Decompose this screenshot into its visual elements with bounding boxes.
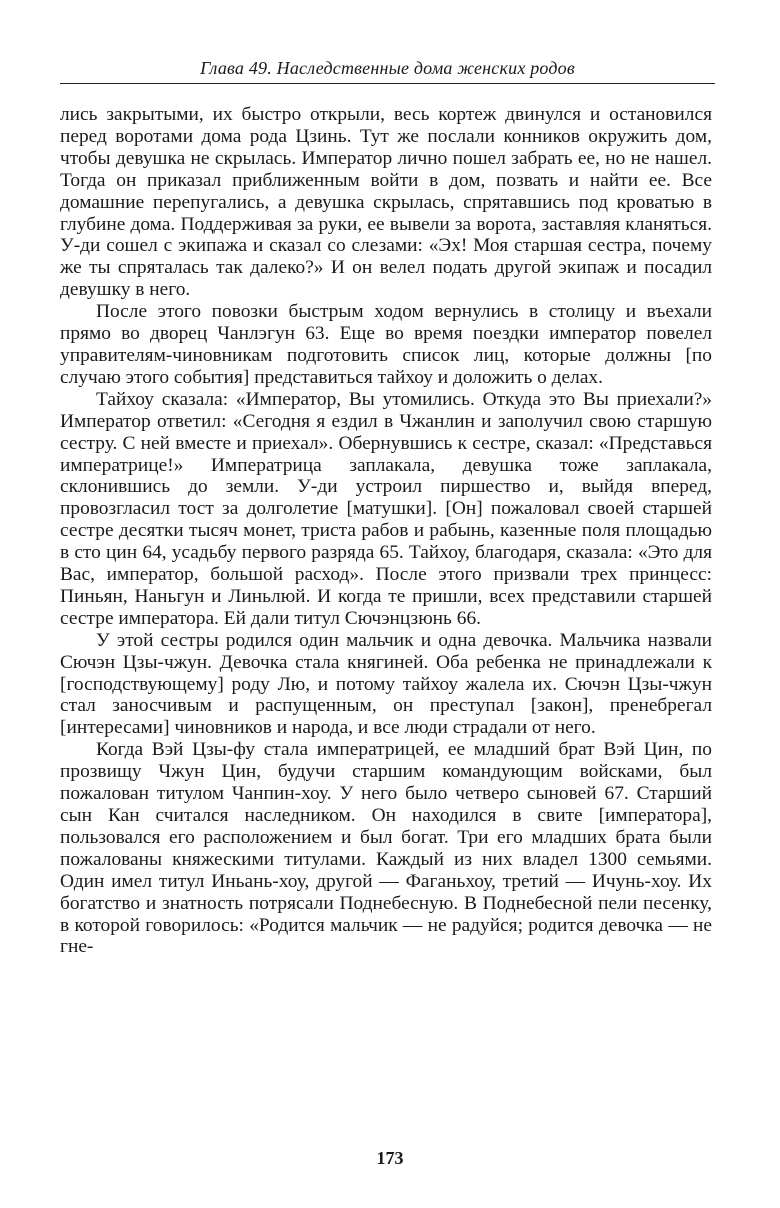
paragraph: Когда Вэй Цзы-фу стала императрицей, ее младший брат Вэй Цин, по прозвищу Чжун Цин, будучи старшим командующим войсками, был пожалован титулом Чанпин-хоу. У него было четверо сыновей 67. Старший сын Кан считался наследником. Он находился в свите [императора], пользовался его расположением и был богат. Три его младших брата были пожалованы княжескими титулами. Каждый из них владел 1300 семьями. Один имел титул Иньань-хоу, другой — Фаганьхоу, третий — Ичунь-хоу. Их богатство и знатность потрясали Поднебесную. В Поднебесной пели песенку, в которой говорилось: «Родится мальчик — не радуйся; родится девочка — не гне-	[60, 739, 712, 958]
paragraph: После этого повозки быстрым ходом вернулись в столицу и въехали прямо во дворец Чанлэгун 63. Еще во время поездки император повелел управителям-чиновникам подготовить список лиц, которые должны [по случаю этого события] представиться тайхоу и доложить о делах.	[60, 301, 712, 388]
running-header: Глава 49. Наследственные дома женских родов	[60, 58, 715, 84]
paragraph: Тайхоу сказала: «Император, Вы утомились. Откуда это Вы приехали?» Император ответил: «Сегодня я ездил в Чжанлин и заполучил свою старшую сестру. С ней вместе и приехал». Обернувшись к сестре, сказал: «Представься императрице!» Императрица заплакала, девушка тоже заплакала, склонившись до земли. У-ди устроил пиршество и, выйдя вперед, провозгласил тост за долголетие [матушки]. [Он] пожаловал своей старшей сестре десятки тысяч монет, триста рабов и рабынь, казенные поля площадью в сто цин 64, усадьбу первого разряда 65. Тайхоу, благодаря, сказала: «Это для Вас, император, большой расход». После этого призвали трех принцесс: Пиньян, Наньгун и Линьлюй. И когда те пришли, всех представили старшей сестре императора. Ей дали титул Сючэнцзюнь 66.	[60, 388, 712, 629]
paragraph: У этой сестры родился один мальчик и одна девочка. Мальчика назвали Сючэн Цзы-чжун. Девочка стала княгиней. Оба ребенка не принадлежали к [господствующему] роду Лю, и потому тайхоу жалела их. Сючэн Цзы-чжун стал заносчивым и распущенным, он преступал [закон], пренебрегал [интересами] чиновников и народа, и все люди страдали от него.	[60, 629, 712, 739]
paragraph-continuation: лись закрытыми, их быстро открыли, весь кортеж двинулся и остановился перед воротами дома рода Цзинь. Тут же послали конников окружить дом, чтобы девушка не скрылась. Император лично пошел забрать ее, но не нашел. Тогда он приказал приближенным войти в дом, позвать и найти ее. Все домашние перепугались, а девушка скрылась, спрятавшись под кроватью в глубине дома. Поддерживая за руки, ее вывели за ворота, заставляя кланяться. У-ди сошел с экипажа и сказал со слезами: «Эх! Моя старшая сестра, почему же ты спряталась так далеко?» И он велел подать другой экипаж и посадил девушку в него.	[60, 104, 712, 301]
page-number: 173	[376, 1148, 404, 1168]
body-text	[60, 104, 712, 958]
